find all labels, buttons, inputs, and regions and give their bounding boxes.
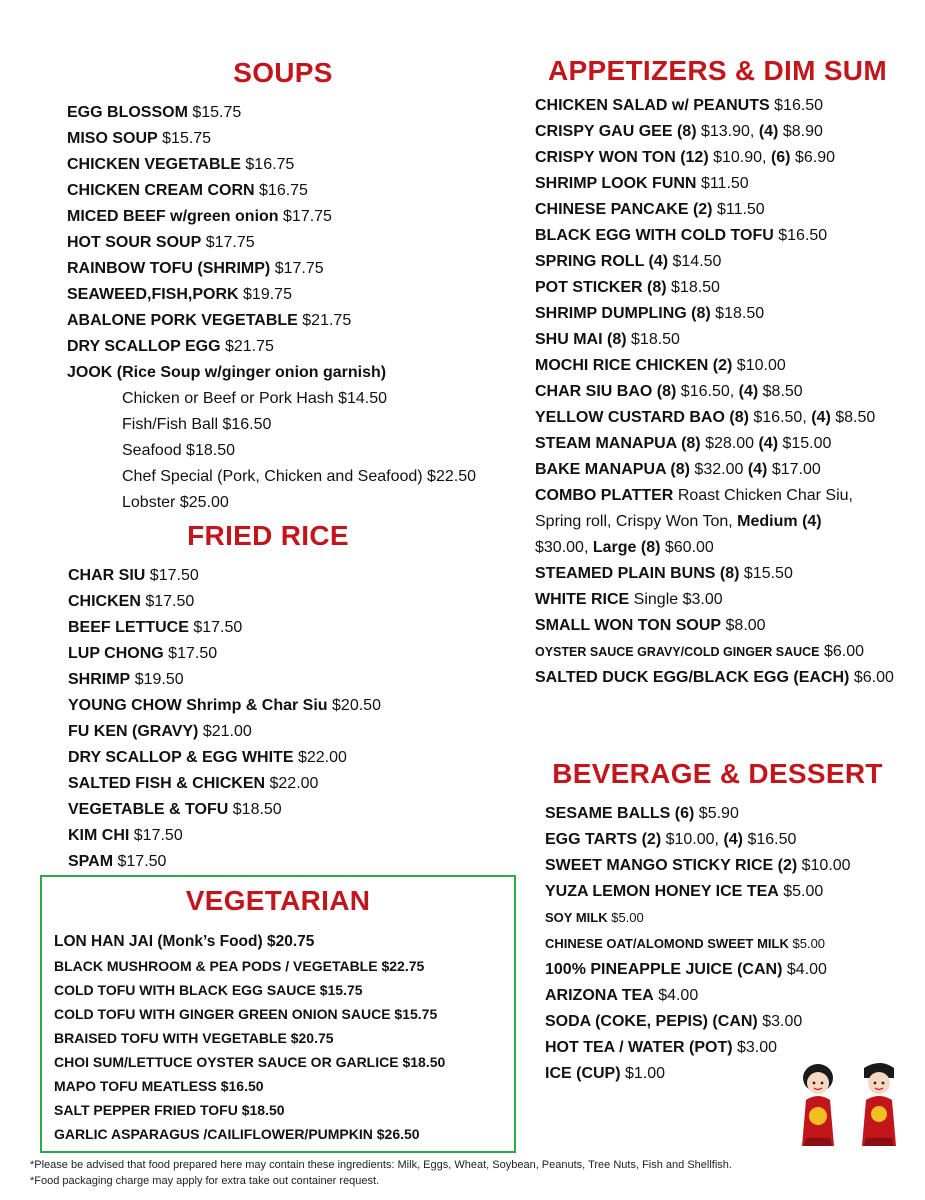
item-name: CRISPY WON TON (12) — [535, 149, 709, 166]
item-name: STEAM MANAPUA (8) — [535, 435, 701, 452]
list-item — [545, 801, 851, 827]
list-item: CHOI SUM/LETTUCE OYSTER SAUCE OR GARLICE $18.50 — [54, 1054, 446, 1070]
chinese-dolls-illustration — [790, 1058, 910, 1150]
item-name: DRY SCALLOP & EGG WHITE — [68, 749, 294, 766]
item-price: $19.50 — [134, 671, 184, 688]
item-price: $32.00 — [694, 461, 744, 478]
item-price: $6.00 — [853, 669, 894, 686]
item-portion: (4) — [723, 831, 744, 848]
item-name: SESAME BALLS (6) — [545, 805, 695, 822]
item-price: $5.00 — [792, 936, 826, 951]
item-price: $8.00 — [725, 617, 766, 634]
item-name: BAKE MANAPUA (8) — [535, 461, 690, 478]
fried-rice-list — [68, 563, 381, 875]
list-item — [535, 327, 894, 353]
allergen-note: *Please be advised that food prepared here may contain these ingredients: Milk, Eggs, Wheat, Soybean, Peanuts, Tree Nuts, Fish and Shellfish. — [30, 1159, 732, 1171]
item-name: CHAR SIU BAO (8) — [535, 383, 677, 400]
list-item — [67, 152, 476, 178]
list-item — [535, 171, 894, 197]
list-item — [68, 719, 381, 745]
item-name: CHICKEN CREAM CORN — [67, 182, 255, 199]
list-item — [545, 1009, 851, 1035]
item-price: $21.00 — [202, 723, 252, 740]
item-price: $5.00 — [611, 910, 644, 925]
item-price: $10.00 — [801, 857, 851, 874]
item-name: EGG BLOSSOM — [67, 104, 188, 121]
item-price: $16.50, — [753, 409, 807, 426]
list-item — [535, 353, 894, 379]
list-item: LON HAN JAI (Monk’s Food) $20.75 — [54, 933, 315, 950]
item-name: SHRIMP DUMPLING (8) — [535, 305, 711, 322]
packaging-note: *Food packaging charge may apply for extra take out container request. — [30, 1175, 380, 1187]
item-price: $15.00 — [782, 435, 832, 452]
list-item: COLD TOFU WITH BLACK EGG SAUCE $15.75 — [54, 982, 363, 998]
list-item — [545, 931, 851, 957]
combo-size: Medium (4) — [737, 513, 822, 530]
item-name: SOY MILK — [545, 910, 608, 925]
item-price: $17.50 — [145, 593, 195, 610]
item-name: CRISPY GAU GEE (8) — [535, 123, 697, 140]
list-item — [67, 126, 476, 152]
item-name: VEGETABLE & TOFU — [68, 801, 229, 818]
item-name: SALTED FISH & CHICKEN — [68, 775, 266, 792]
list-item — [535, 145, 894, 171]
list-item — [67, 230, 476, 256]
item-name: YUZA LEMON HONEY ICE TEA — [545, 883, 779, 900]
list-item — [535, 379, 894, 405]
item-name: HOT TEA / WATER (POT) — [545, 1039, 733, 1056]
item-price: $11.50 — [716, 201, 765, 218]
beverage-heading: BEVERAGE & DESSERT — [552, 758, 883, 789]
list-item: BLACK MUSHROOM & PEA PODS / VEGETABLE $22.75 — [54, 958, 425, 974]
item-price: $14.50 — [672, 253, 722, 270]
item-price: $19.75 — [243, 286, 292, 303]
item-price: $10.90, — [713, 149, 767, 166]
list-item — [545, 983, 851, 1009]
item-price: $16.50 — [747, 831, 797, 848]
list-item — [67, 282, 476, 308]
item-price: $17.50 — [168, 645, 218, 662]
item-price: $17.75 — [274, 260, 324, 277]
item-name: SPAM — [68, 853, 114, 870]
list-item — [535, 457, 894, 483]
item-price: $4.00 — [786, 961, 827, 978]
list-item — [535, 665, 894, 691]
list-item — [535, 639, 894, 665]
item-price: $3.00 — [762, 1013, 803, 1030]
item-name: OYSTER SAUCE GRAVY/COLD GINGER SAUCE — [535, 645, 820, 659]
list-item — [67, 178, 476, 204]
item-name: SODA (COKE, PEPIS) (CAN) — [545, 1013, 758, 1030]
list-item — [535, 249, 894, 275]
item-name: CHICKEN — [68, 593, 141, 610]
jook-item: Lobster $25.00 — [122, 494, 229, 511]
list-item — [545, 905, 851, 931]
item-price: $8.50 — [762, 383, 803, 400]
combo-line-3 — [535, 535, 894, 561]
item-price: $17.50 — [117, 853, 167, 870]
list-item — [535, 561, 894, 587]
jook-item: Seafood $18.50 — [122, 442, 235, 459]
list-item — [67, 334, 476, 360]
vegetarian-box — [40, 875, 516, 1153]
list-item — [535, 301, 894, 327]
list-item — [545, 957, 851, 983]
list-item — [68, 693, 381, 719]
item-name: MICED BEEF w/green onion — [67, 208, 279, 225]
item-name: 100% PINEAPPLE JUICE (CAN) — [545, 961, 783, 978]
item-name: SPRING ROLL (4) — [535, 253, 669, 270]
item-price: $17.50 — [193, 619, 243, 636]
jook-item: Chicken or Beef or Pork Hash $14.50 — [122, 390, 388, 407]
item-name: POT STICKER (8) — [535, 279, 667, 296]
list-item — [67, 308, 476, 334]
list-item — [535, 275, 894, 301]
list-item — [68, 563, 381, 589]
item-price: $1.00 — [625, 1065, 666, 1082]
list-item — [535, 119, 894, 145]
item-portion: (4) — [747, 461, 768, 478]
item-name: WHITE RICE — [535, 591, 630, 608]
item-price: $8.50 — [835, 409, 876, 426]
item-name: CHINESE OAT/ALOMOND SWEET MILK — [545, 936, 789, 951]
item-name: SHRIMP — [68, 671, 131, 688]
item-price: $8.90 — [782, 123, 823, 140]
list-item — [68, 797, 381, 823]
item-name: ICE (CUP) — [545, 1065, 621, 1082]
item-name: LUP CHONG — [68, 645, 164, 662]
list-item — [535, 431, 894, 457]
item-name: YELLOW CUSTARD BAO (8) — [535, 409, 749, 426]
vegetarian-list — [54, 930, 445, 1146]
list-item: GARLIC ASPARAGUS /CAILIFLOWER/PUMPKIN $26.50 — [54, 1126, 420, 1142]
item-price: $17.75 — [283, 208, 332, 225]
item-name: DRY SCALLOP EGG — [67, 338, 221, 355]
combo-desc: Roast Chicken Char Siu, — [677, 487, 853, 504]
item-name: EGG TARTS (2) — [545, 831, 662, 848]
item-name: BLACK EGG WITH COLD TOFU — [535, 227, 774, 244]
item-price: $10.00, — [665, 831, 719, 848]
list-item — [68, 589, 381, 615]
item-name: SHRIMP LOOK FUNN — [535, 175, 697, 192]
item-name: KIM CHI — [68, 827, 130, 844]
item-portion: (4) — [811, 409, 831, 426]
item-price: $16.75 — [245, 156, 295, 173]
item-price: $28.00 — [705, 435, 755, 452]
item-name: YOUNG CHOW Shrimp & Char Siu — [68, 697, 328, 714]
item-price: $5.00 — [783, 883, 824, 900]
item-name: MOCHI RICE CHICKEN (2) — [535, 357, 733, 374]
item-price: $6.90 — [794, 149, 836, 166]
vegetarian-heading: VEGETARIAN — [185, 885, 371, 916]
doll-left — [802, 1064, 834, 1146]
item-name: SHU MAI (8) — [535, 331, 627, 348]
item-price: Single $3.00 — [633, 591, 723, 608]
beverage-list — [545, 801, 851, 1087]
item-price: $13.90, — [700, 123, 755, 140]
jook-item: Chef Special (Pork, Chicken and Seafood) $22.50 — [122, 468, 476, 485]
item-price: $11.50 — [700, 175, 749, 192]
item-portion: (4) — [758, 435, 779, 452]
list-item — [535, 587, 894, 613]
item-price: $60.00 — [664, 539, 714, 556]
list-item — [535, 613, 894, 639]
item-name: CHINESE PANCAKE (2) — [535, 201, 713, 218]
list-item — [535, 93, 894, 119]
item-price: $22.00 — [297, 749, 347, 766]
fried-rice-heading: FRIED RICE — [187, 520, 349, 551]
item-name: STEAMED PLAIN BUNS (8) — [535, 565, 740, 582]
item-price: $10.00 — [736, 357, 786, 374]
item-price: $17.50 — [149, 567, 199, 584]
item-price: $6.00 — [823, 643, 865, 660]
item-name: SEAWEED,FISH,PORK — [67, 286, 239, 303]
item-name: BEEF LETTUCE — [68, 619, 189, 636]
item-portion: (6) — [770, 149, 791, 166]
item-price: $15.50 — [743, 565, 793, 582]
doll-right — [862, 1063, 896, 1146]
soups-heading: SOUPS — [233, 57, 333, 88]
combo-line-1 — [535, 483, 894, 509]
list-item: COLD TOFU WITH GINGER GREEN ONION SAUCE $15.75 — [54, 1006, 438, 1022]
item-name: COMBO PLATTER — [535, 487, 674, 504]
item-portion: (4) — [738, 383, 759, 400]
list-item: BRAISED TOFU WITH VEGETABLE $20.75 — [54, 1030, 334, 1046]
list-item — [68, 849, 381, 875]
item-price: $16.50, — [680, 383, 735, 400]
item-price: $18.50 — [232, 801, 282, 818]
list-item — [535, 223, 894, 249]
item-name: SMALL WON TON SOUP — [535, 617, 722, 634]
item-price: $21.75 — [302, 312, 352, 329]
item-name: CHAR SIU — [68, 567, 146, 584]
item-price: $18.50 — [631, 331, 680, 348]
item-name: CHICKEN SALAD w/ PEANUTS — [535, 97, 770, 114]
list-item — [535, 197, 894, 223]
item-name: MISO SOUP — [67, 130, 158, 147]
list-item — [68, 615, 381, 641]
appetizers-list — [535, 93, 894, 691]
jook-heading — [67, 360, 476, 386]
item-price: $20.50 — [332, 697, 381, 714]
list-item — [68, 823, 381, 849]
item-name: RAINBOW TOFU (SHRIMP) — [67, 260, 271, 277]
item-price: $21.75 — [224, 338, 274, 355]
item-price: $17.75 — [205, 234, 255, 251]
item-name: SALTED DUCK EGG/BLACK EGG (EACH) — [535, 669, 850, 686]
item-name: ARIZONA TEA — [545, 987, 654, 1004]
list-item — [68, 667, 381, 693]
list-item — [68, 745, 381, 771]
list-item — [545, 827, 851, 853]
appetizers-heading: APPETIZERS & DIM SUM — [548, 55, 887, 86]
item-price: $5.90 — [698, 805, 739, 822]
list-item — [68, 641, 381, 667]
list-item — [67, 204, 476, 230]
item-price: $16.50 — [774, 97, 824, 114]
item-price: $22.00 — [269, 775, 319, 792]
item-price: $17.50 — [133, 827, 183, 844]
item-price: $18.50 — [671, 279, 720, 296]
soups-list — [67, 100, 476, 516]
combo-desc: Spring roll, Crispy Won Ton, — [535, 513, 733, 530]
list-item: SALT PEPPER FRIED TOFU $18.50 — [54, 1102, 285, 1118]
item-price: $15.75 — [162, 130, 212, 147]
footnotes — [30, 1157, 732, 1189]
item-name: CHICKEN VEGETABLE — [67, 156, 241, 173]
combo-size: Large (8) — [592, 539, 661, 556]
jook-item: Fish/Fish Ball $16.50 — [122, 416, 272, 433]
item-price: $18.50 — [715, 305, 765, 322]
item-price: $15.75 — [192, 104, 242, 121]
item-name: HOT SOUR SOUP — [67, 234, 202, 251]
item-price: $16.50 — [778, 227, 828, 244]
list-item — [545, 879, 851, 905]
item-name: ABALONE PORK VEGETABLE — [67, 312, 298, 329]
list-item — [545, 853, 851, 879]
item-name: JOOK (Rice Soup w/ginger onion garnish) — [67, 364, 387, 381]
list-item — [67, 256, 476, 282]
list-item — [67, 100, 476, 126]
item-name: SWEET MANGO STICKY RICE (2) — [545, 857, 798, 874]
item-price: $30.00, — [535, 539, 589, 556]
item-price: $17.00 — [771, 461, 821, 478]
item-price: $4.00 — [658, 987, 699, 1004]
list-item: MAPO TOFU MEATLESS $16.50 — [54, 1078, 264, 1094]
item-price: $16.75 — [259, 182, 308, 199]
item-name: FU KEN (GRAVY) — [68, 723, 199, 740]
list-item — [535, 405, 894, 431]
item-portion: (4) — [758, 123, 779, 140]
combo-line-2 — [535, 509, 894, 535]
item-price: $3.00 — [737, 1039, 778, 1056]
list-item — [68, 771, 381, 797]
